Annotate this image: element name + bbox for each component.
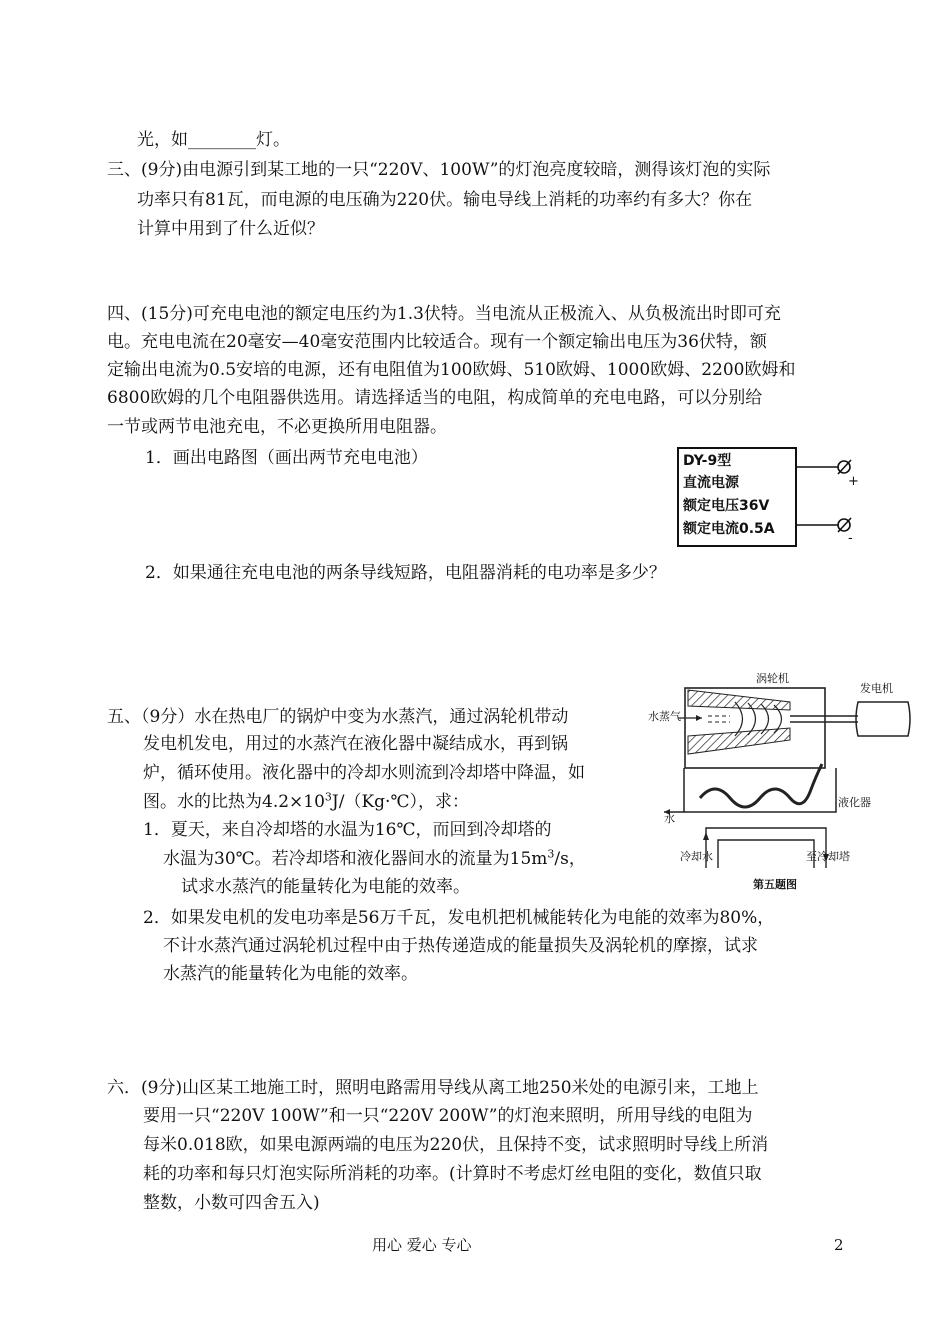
q6-line-5: 整数，小数可四舍五入) — [143, 1193, 320, 1213]
q6-line-4: 耗的功率和每只灯泡实际所消耗的功率。(计算时不考虑灯丝电阻的变化，数值只取 — [143, 1164, 762, 1184]
steam-label: 水蒸气 — [648, 710, 681, 723]
to-cooling-tower-label: 至冷却塔 — [806, 850, 850, 863]
q4-line-1: 四、(15分)可充电电池的额定电压约为1.3伏特。当电流从正极流入、从负极流出时即可充 — [107, 304, 781, 324]
supply-current-label: 额定电流0.5A — [683, 521, 775, 537]
figure-caption: 第五题图 — [753, 878, 797, 891]
supply-voltage-label: 额定电压36V — [683, 498, 770, 514]
positive-terminal-label: + — [848, 474, 859, 489]
q6-line-1: 六．(9分)山区某工地施工时，照明电路需用导线从离工地250米处的电源引来，工地上 — [107, 1078, 759, 1098]
q6-line-2: 要用一只“220V 100W”和一只“220V 200W”的灯泡来照明，所用导线的电阻为 — [143, 1106, 753, 1126]
turbine-label: 涡轮机 — [756, 672, 789, 685]
generator-label: 发电机 — [860, 682, 893, 695]
q3-line-1: 三、(9分)由电源引到某工地的一只“220V、100W”的灯泡亮度较暗，测得该灯泡的实际 — [107, 160, 771, 180]
q4-subquestion-2: 2．如果通往充电电池的两条导线短路，电阻器消耗的电功率是多少？ — [145, 563, 666, 583]
q3-line-2: 功率只有81瓦，而电源的电压确为220伏。输电导线上消耗的功率约有多大？你在 — [137, 190, 753, 210]
power-supply-figure — [676, 446, 876, 550]
q5-subquestion-1-line-1: 1．夏天，来自冷却塔的水温为16℃，而回到冷却塔的 — [143, 820, 552, 840]
q5-line-1: 五、（9分）水在热电厂的锅炉中变为水蒸汽，通过涡轮机带动 — [107, 707, 569, 727]
supply-type-label: 直流电源 — [683, 475, 739, 491]
q4-line-3: 定输出电流为0.5安培的电源，还有电阻值为100欧姆、510欧姆、1000欧姆、2200欧姆和 — [107, 360, 796, 380]
footer-motto: 用心 爱心 专心 — [372, 1236, 472, 1254]
power-plant-drawing — [640, 672, 920, 900]
cooling-water-label: 冷却水 — [680, 850, 713, 863]
power-plant-figure — [640, 672, 920, 900]
q4-line-4: 6800欧姆的几个电阻器供选用。请选择适当的电阻，构成简单的充电电路，可以分别给 — [107, 388, 763, 408]
q5-subquestion-2-line-2: 不计水蒸汽通过涡轮机过程中由于热传递造成的能量损失及涡轮机的摩擦，试求 — [163, 936, 758, 956]
q2-tail-line: 光，如________灯。 — [137, 130, 290, 150]
q5-line-2: 发电机发电，用过的水蒸汽在液化器中凝结成水，再到锅 — [143, 734, 568, 754]
q6-line-3: 每米0.018欧，如果电源两端的电压为220伏，且保持不变，试求照明时导线上所消 — [143, 1135, 769, 1155]
q4-line-2: 电。充电电流在20毫安—40毫安范围内比较适合。现有一个额定输出电压为36伏特，额 — [107, 332, 767, 352]
condenser-label: 液化器 — [838, 796, 871, 809]
q5-line-3: 炉，循环使用。液化器中的冷却水则流到冷却塔中降温，如 — [143, 763, 585, 783]
q5-subquestion-1-line-2: 水温为30℃。若冷却塔和液化器间水的流量为$15m^3/s$， — [163, 847, 586, 869]
q4-subquestion-1: 1．画出电路图（画出两节充电电池） — [145, 448, 428, 468]
q5-subquestion-2-line-1: 2．如果发电机的发电功率是56万千瓦，发电机把机械能转化为电能的效率为80%， — [143, 908, 775, 928]
q5-subquestion-1-line-3: 试求水蒸汽的能量转化为电能的效率。 — [181, 877, 470, 897]
q5-subquestion-2-line-3: 水蒸汽的能量转化为电能的效率。 — [163, 964, 418, 984]
q4-line-5: 一节或两节电池充电，不必更换所用电阻器。 — [107, 417, 447, 437]
supply-model-label: DY-9型 — [683, 453, 732, 469]
water-outlet-label: 水 — [664, 812, 675, 825]
q5-line-4: 图。水的比热为$4.2\times 10^3J/(Kg\cdot℃)$，求： — [143, 790, 469, 812]
q3-line-3: 计算中用到了什么近似？ — [137, 219, 324, 239]
page-number: 2 — [834, 1236, 844, 1254]
negative-terminal-label: - — [848, 531, 853, 546]
